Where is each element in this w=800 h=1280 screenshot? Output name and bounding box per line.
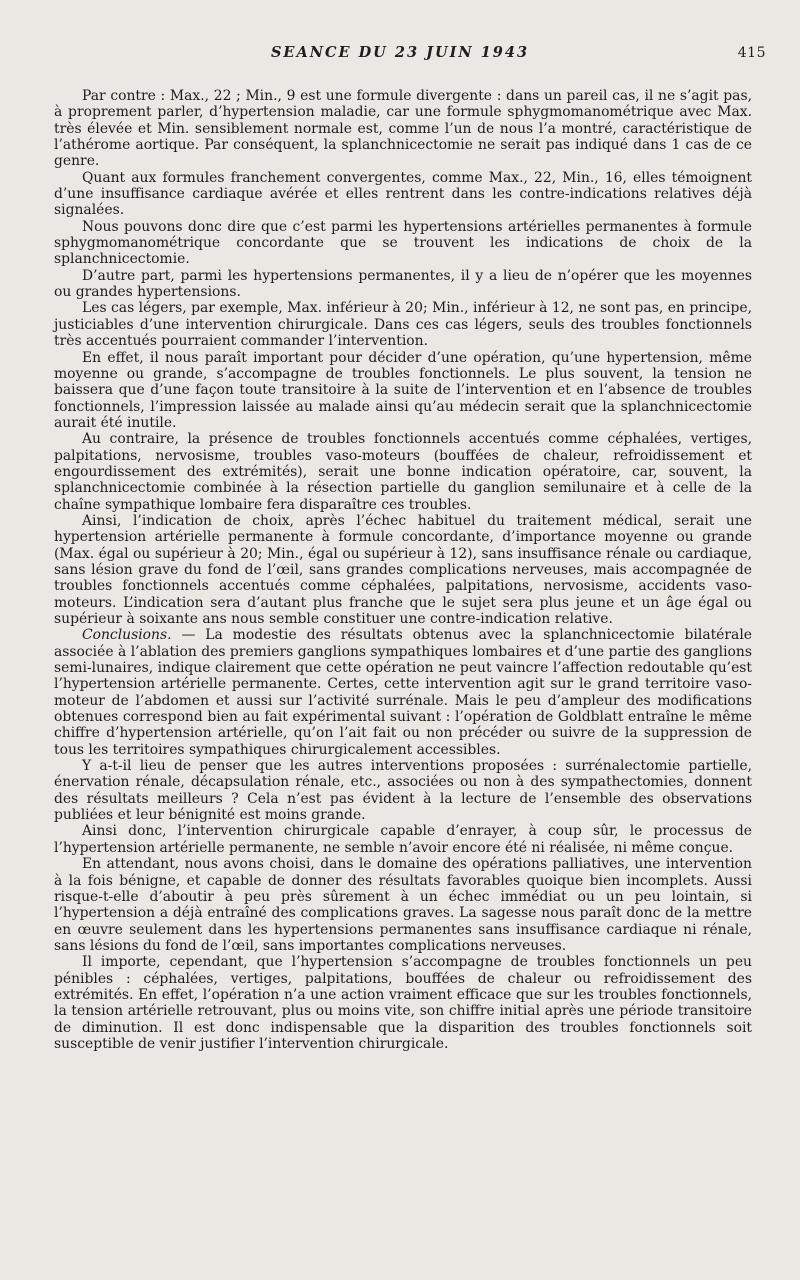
paragraph: Il importe, cependant, que l’hypertension s’accompagne de troubles fonctionnels un peu pénibles : céphalées, vertiges, palpitations, bouffées de chaleur ou refroidissement des extrémités. En effet, l’opération n’a une action vraiment efficace que sur les troubles fonctionnels, la tension artérielle retrouvant, plus ou moins vite, son chiffre initial après une période transitoire de diminution. Il est donc indispensable que la disparition des troubles fonctionnels soit susceptible de venir justifier l’intervention chirurgicale. (54, 954, 752, 1052)
paragraph: Ainsi donc, l’intervention chirurgicale capable d’enrayer, à coup sûr, le processus de l’hypertension artérielle permanente, ne semble n’avoir encore été ni réalisée, ni même conçue. (54, 823, 752, 856)
conclusions-text: — La modestie des résultats obtenus avec la splanchnicectomie bilatérale associée à l’ablation des premiers ganglions sympathiques lombaires et d’une partie des ganglions semi-lunaires, indique clairement que cette opération ne peut vaincre l’affection redoutable qu’est l’hypertension artérielle permanente. Certes, cette intervention agit sur le grand territoire vaso-moteur de l’abdomen et aussi sur l’activité surrénale. Mais le peu d’ampleur des modifications obtenues correspond bien au fait expérimental suivant : l’opération de Goldblatt entraîne le même chiffre d’hypertension artérielle, qu’on l’ait fait ou non précéder ou suivre de la suppression de tous les territoires sympathiques chirurgicalement accessibles. (54, 627, 752, 758)
paragraph: En effet, il nous paraît important pour décider d’une opération, qu’une hypertension, même moyenne ou grande, s’accompagne de troubles fonctionnels. Le plus souvent, la tension ne baissera que d’une façon toute transitoire à la suite de l’intervention et en l’absence de troubles fonctionnels, l’impression laissée au malade ainsi qu’au médecin serait que la splanchnicectomie aurait été inutile. (54, 349, 752, 431)
paragraph: Ainsi, l’indication de choix, après l’échec habituel du traitement médical, serait une hypertension artérielle permanente à formule concordante, d’importance moyenne ou grande (Max. égal ou supérieur à 20; Min., égal ou supérieur à 12), sans insuffisance rénale ou cardiaque, sans lésion grave du fond de l’œil, sans grandes complications nerveuses, mais accompagnée de troubles fonctionnels accentués comme céphalées, palpitations, nervosisme, accidents vaso-moteurs. L’indication sera d’autant plus franche que le sujet sera plus jeune et un âge égal ou supérieur à soixante ans nous semble constituer une contre-indication relative. (54, 512, 752, 627)
paragraph: Y a-t-il lieu de penser que les autres interventions proposées : surrénalectomie partielle, énervation rénale, décapsulation rénale, etc., associées ou non à des sympathectomies, donnent des résultats meilleurs ? Cela n’est pas évident à la lecture de l’ensemble des observations publiées et leur bénignité est moins grande. (54, 758, 752, 824)
paragraph: Quant aux formules franchement convergentes, comme Max., 22, Min., 16, elles témoignent d’une insuffisance cardiaque avérée et elles rentrent dans les contre-indications relatives déjà signalées. (54, 169, 752, 219)
paragraph: Au contraire, la présence de troubles fonctionnels accentués comme céphalées, vertiges, palpitations, nervosisme, troubles vaso-moteurs (bouffées de chaleur, refroidissement et engourdissement des extrémités), serait une bonne indication opératoire, car, souvent, la splanchnicectomie combinée à la résection partielle du ganglion semilunaire et à celle de la chaîne sympathique lombaire fera disparaître ces troubles. (54, 431, 752, 513)
paragraph: D’autre part, parmi les hypertensions permanentes, il y a lieu de n’opérer que les moyennes ou grandes hypertensions. (54, 267, 752, 301)
page-number: 415 (737, 45, 766, 61)
conclusions-heading: Conclusions. (82, 627, 172, 644)
paragraph: En attendant, nous avons choisi, dans le domaine des opérations palliatives, une intervention à la fois bénigne, et capable de donner des résultats favorables quoique bien incomplets. Aussi risque-t-elle d’aboutir à peu près sûrement à un échec immédiat ou un peu lointain, si l’hypertension a déjà entraîné des complications graves. La sagesse nous paraît donc de la mettre en œuvre seulement dans les hypertensions permanentes sans insuffisance cardiaque ni rénale, sans lésions du fond de l’œil, sans importantes complications nerveuses. (54, 856, 752, 954)
running-title: SEANCE DU 23 JUIN 1943 (270, 44, 530, 61)
page-header (0, 44, 800, 66)
conclusions-paragraph (54, 627, 752, 758)
body-text (54, 88, 752, 1052)
paragraph: Les cas légers, par exemple, Max. inférieur à 20; Min., inférieur à 12, ne sont pas, en principe, justiciables d’une intervention chirurgicale. Dans ces cas légers, seuls des troubles fonctionnels très accentués pourraient commander l’intervention. (54, 300, 752, 350)
paragraph: Nous pouvons donc dire que c’est parmi les hypertensions artérielles permanentes à formule sphygmomanométrique concordante que se trouvent les indications de choix de la splanchnicectomie. (54, 218, 752, 268)
paragraph: Par contre : Max., 22 ; Min., 9 est une formule divergente : dans un pareil cas, il ne s’agit pas, à proprement parler, d’hypertension maladie, car une formule sphygmomanométrique avec Max. très élevée et Min. sensiblement normale est, comme l’un de nous l’a montré, caractéristique de l’athérome aortique. Par conséquent, la splanchnicectomie ne serait pas indiqué dans 1 cas de ce genre. (54, 88, 752, 170)
